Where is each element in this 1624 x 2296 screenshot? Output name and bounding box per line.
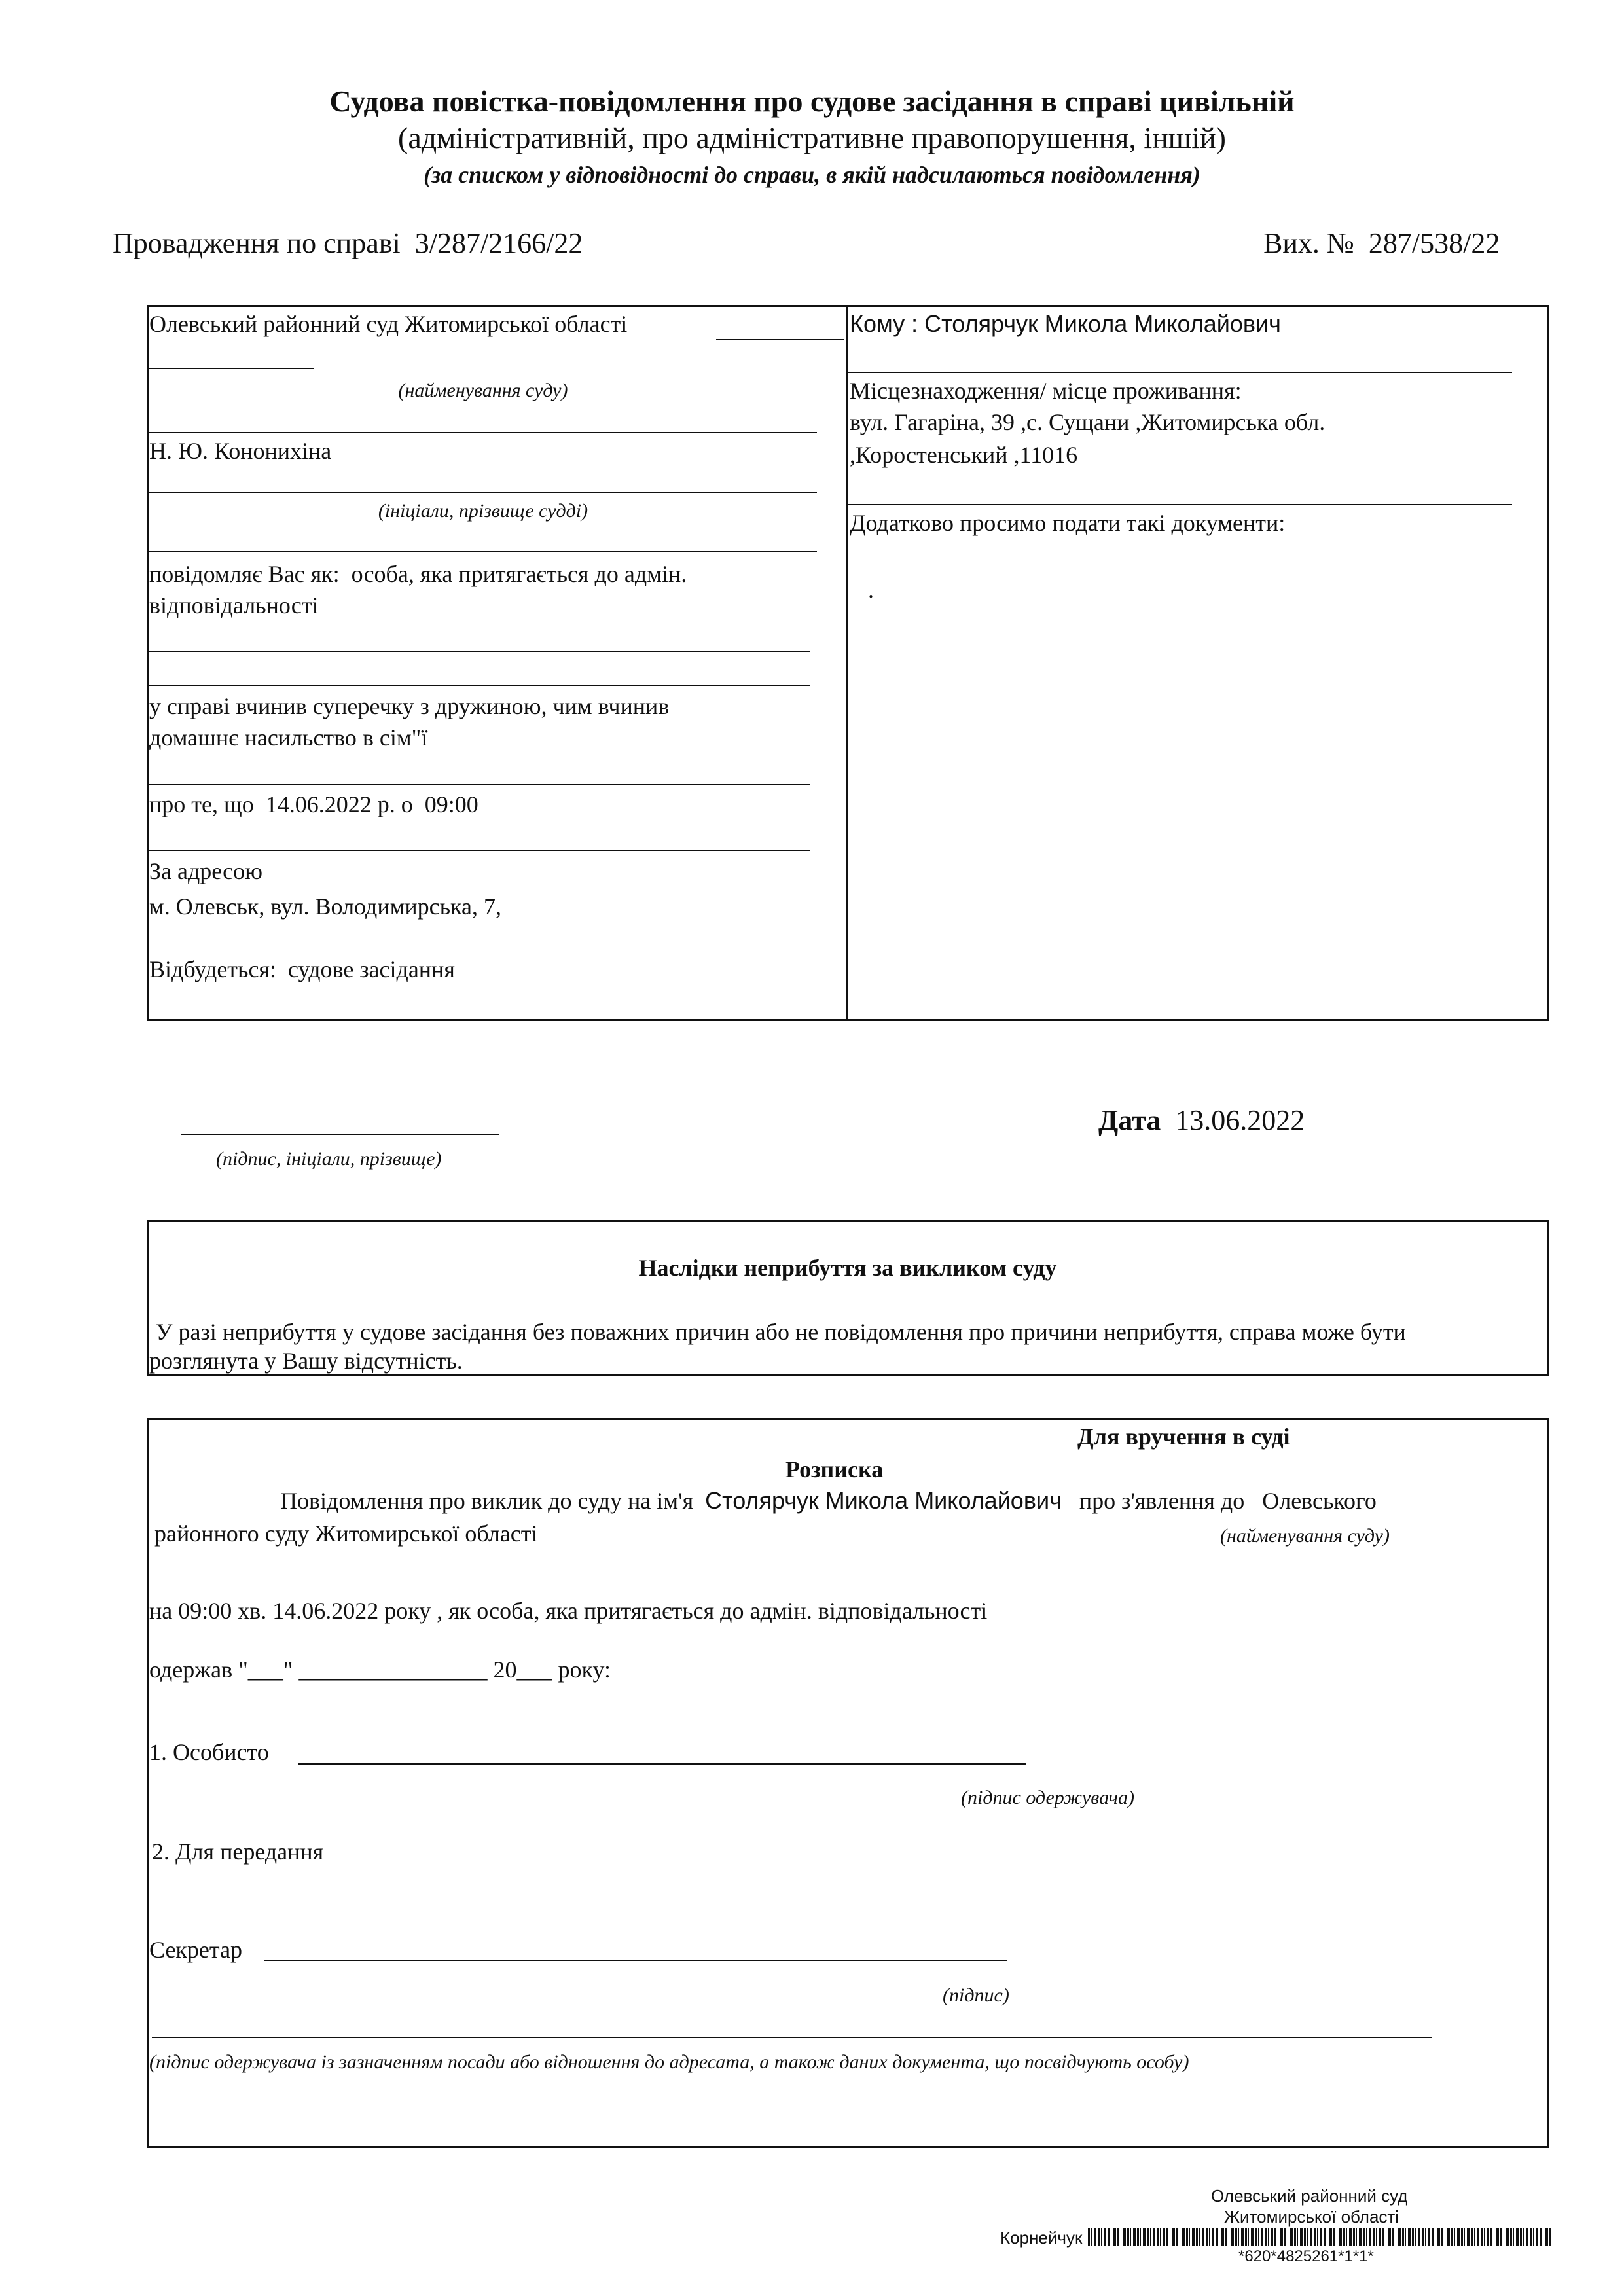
recipient-sign-caption: (підпис одержувача) <box>961 1787 1134 1808</box>
address-line-sep <box>848 504 1512 505</box>
hearing-address: м. Олевськ, вул. Володимирська, 7, <box>149 893 501 920</box>
transfer-label: 2. Для передання <box>152 1839 324 1865</box>
notify-role-cont: відповідальності <box>149 592 319 619</box>
recipient-line-sep <box>848 372 1512 373</box>
receipt-notice-line <box>280 1487 1377 1515</box>
recipient-name: Столярчук Микола Миколайович <box>924 310 1281 337</box>
consequences-text-cont: розглянута у Вашу відсутність. <box>149 1348 463 1374</box>
notify-line <box>149 651 810 652</box>
document-subtitle: (адміністративній, про адміністративне правопорушення, іншій) <box>398 121 1226 154</box>
case-number: 3/287/2166/22 <box>414 227 583 259</box>
documents-value: . <box>868 577 874 603</box>
court-name: Олевський районний суд Житомирської області <box>149 311 628 337</box>
case-line-sep <box>149 784 810 785</box>
secretary-sign-caption: (підпис) <box>943 1984 1009 2006</box>
to-label: Кому : <box>850 310 918 337</box>
recipient-full-signature-field[interactable] <box>152 2037 1432 2038</box>
event-line <box>149 956 455 983</box>
hearing-datetime <box>149 791 478 818</box>
outgoing-label: Вих. № <box>1263 227 1354 259</box>
personal-signature-field[interactable] <box>298 1763 1026 1765</box>
case-description-cont: домашнє насильство в сім"ї <box>149 725 428 751</box>
receipt-notice-text: Повідомлення про виклик до суду на ім'я <box>280 1488 694 1514</box>
date-label: Дата <box>1098 1104 1161 1136</box>
year-abbr: р. о <box>377 791 413 817</box>
case-description: у справі вчинив суперечку з дружиною, чим вчинив <box>149 693 670 719</box>
court-fill-line-2 <box>149 368 314 369</box>
column-divider <box>846 305 848 1021</box>
receipt-court-caption: (найменування суду) <box>1220 1525 1390 1547</box>
event-value: судове засідання <box>288 956 455 982</box>
notify-label: повідомляє Вас як: <box>149 561 340 587</box>
barcode <box>1088 2228 1554 2246</box>
case-label: Провадження по справі <box>113 227 401 259</box>
event-label: Відбудеться: <box>149 956 276 982</box>
personal-label: 1. Особисто <box>149 1739 269 1765</box>
receipt-court-rest: районного суду Житомирської області <box>154 1520 538 1547</box>
consequences-title: Наслідки неприбуття за викликом суду <box>638 1255 1057 1281</box>
separator <box>149 432 817 433</box>
for-court-label: Для вручення в суді <box>1077 1424 1290 1450</box>
court-fill-line <box>716 339 844 340</box>
hearing-date: 14.06.2022 <box>265 791 372 817</box>
receipt-appear-text: про з'явлення до <box>1079 1488 1245 1514</box>
recipient-line <box>850 310 1281 338</box>
receipt-footer-caption: (підпис одержувача із зазначенням посади або відношення до адресата, а також даних документа, що посвідчують особу) <box>149 2051 1189 2073</box>
received-line: одержав "___" ________________ 20___ року: <box>149 1657 611 1683</box>
hearing-time: 09:00 <box>424 791 478 817</box>
about-label: про те, що <box>149 791 254 817</box>
recipient-address-cont: ,Коростенський ,11016 <box>850 442 1078 468</box>
notify-line-2 <box>149 685 810 686</box>
notify-role: особа, яка притягається до адмін. <box>351 561 687 587</box>
document-note: (за списком у відповідності до справи, в якій надсилаються повідомлення) <box>424 162 1200 188</box>
recipient-address: вул. Гагаріна, 39 ,с. Сущани ,Житомирська обл. <box>850 409 1326 435</box>
secretary-label: Секретар <box>149 1937 243 1963</box>
date-value: 13.06.2022 <box>1175 1104 1305 1136</box>
location-label: Місцезнаходження/ місце проживання: <box>850 378 1242 404</box>
judge-caption: (ініціали, прізвище судді) <box>378 500 588 522</box>
stamp-region: Житомирської області <box>1224 2207 1399 2227</box>
receipt-title: Розписка <box>785 1456 884 1482</box>
receipt-recipient: Столярчук Микола Миколайович <box>705 1487 1062 1514</box>
barcode-text: *620*4825261*1*1* <box>1238 2248 1374 2265</box>
judge-line <box>149 492 817 493</box>
judge-name: Н. Ю. Кононихіна <box>149 438 332 464</box>
receipt-time-line: на 09:00 хв. 14.06.2022 року , як особа, яка притягається до адмін. відповідальності <box>149 1598 988 1624</box>
address-label: За адресою <box>149 858 263 884</box>
signature-line <box>181 1134 499 1135</box>
court-caption: (найменування суду) <box>398 380 568 401</box>
issue-date <box>1098 1103 1305 1137</box>
signature-caption: (підпис, ініціали, прізвище) <box>216 1148 442 1170</box>
secretary-signature-field[interactable] <box>264 1960 1007 1961</box>
document-title: Судова повістка-повідомлення про судове засідання в справі цивільній <box>329 84 1295 118</box>
notify-text <box>149 560 687 588</box>
consequences-text: У разі неприбуття у судове засідання без поважних причин або не повідомлення про причини неприбуття, справа може бути <box>156 1319 1406 1345</box>
datetime-line <box>149 850 810 851</box>
case-line <box>113 226 583 260</box>
stamp-court: Олевський районний суд <box>1211 2186 1408 2206</box>
outgoing-number: 287/538/22 <box>1368 227 1500 259</box>
receipt-court-start: Олевського <box>1262 1488 1377 1514</box>
outgoing-line <box>1263 226 1500 260</box>
documents-label: Додатково просимо подати такі документи: <box>850 510 1286 536</box>
stamp-clerk: Корнейчук <box>1000 2228 1083 2248</box>
separator <box>149 551 817 552</box>
